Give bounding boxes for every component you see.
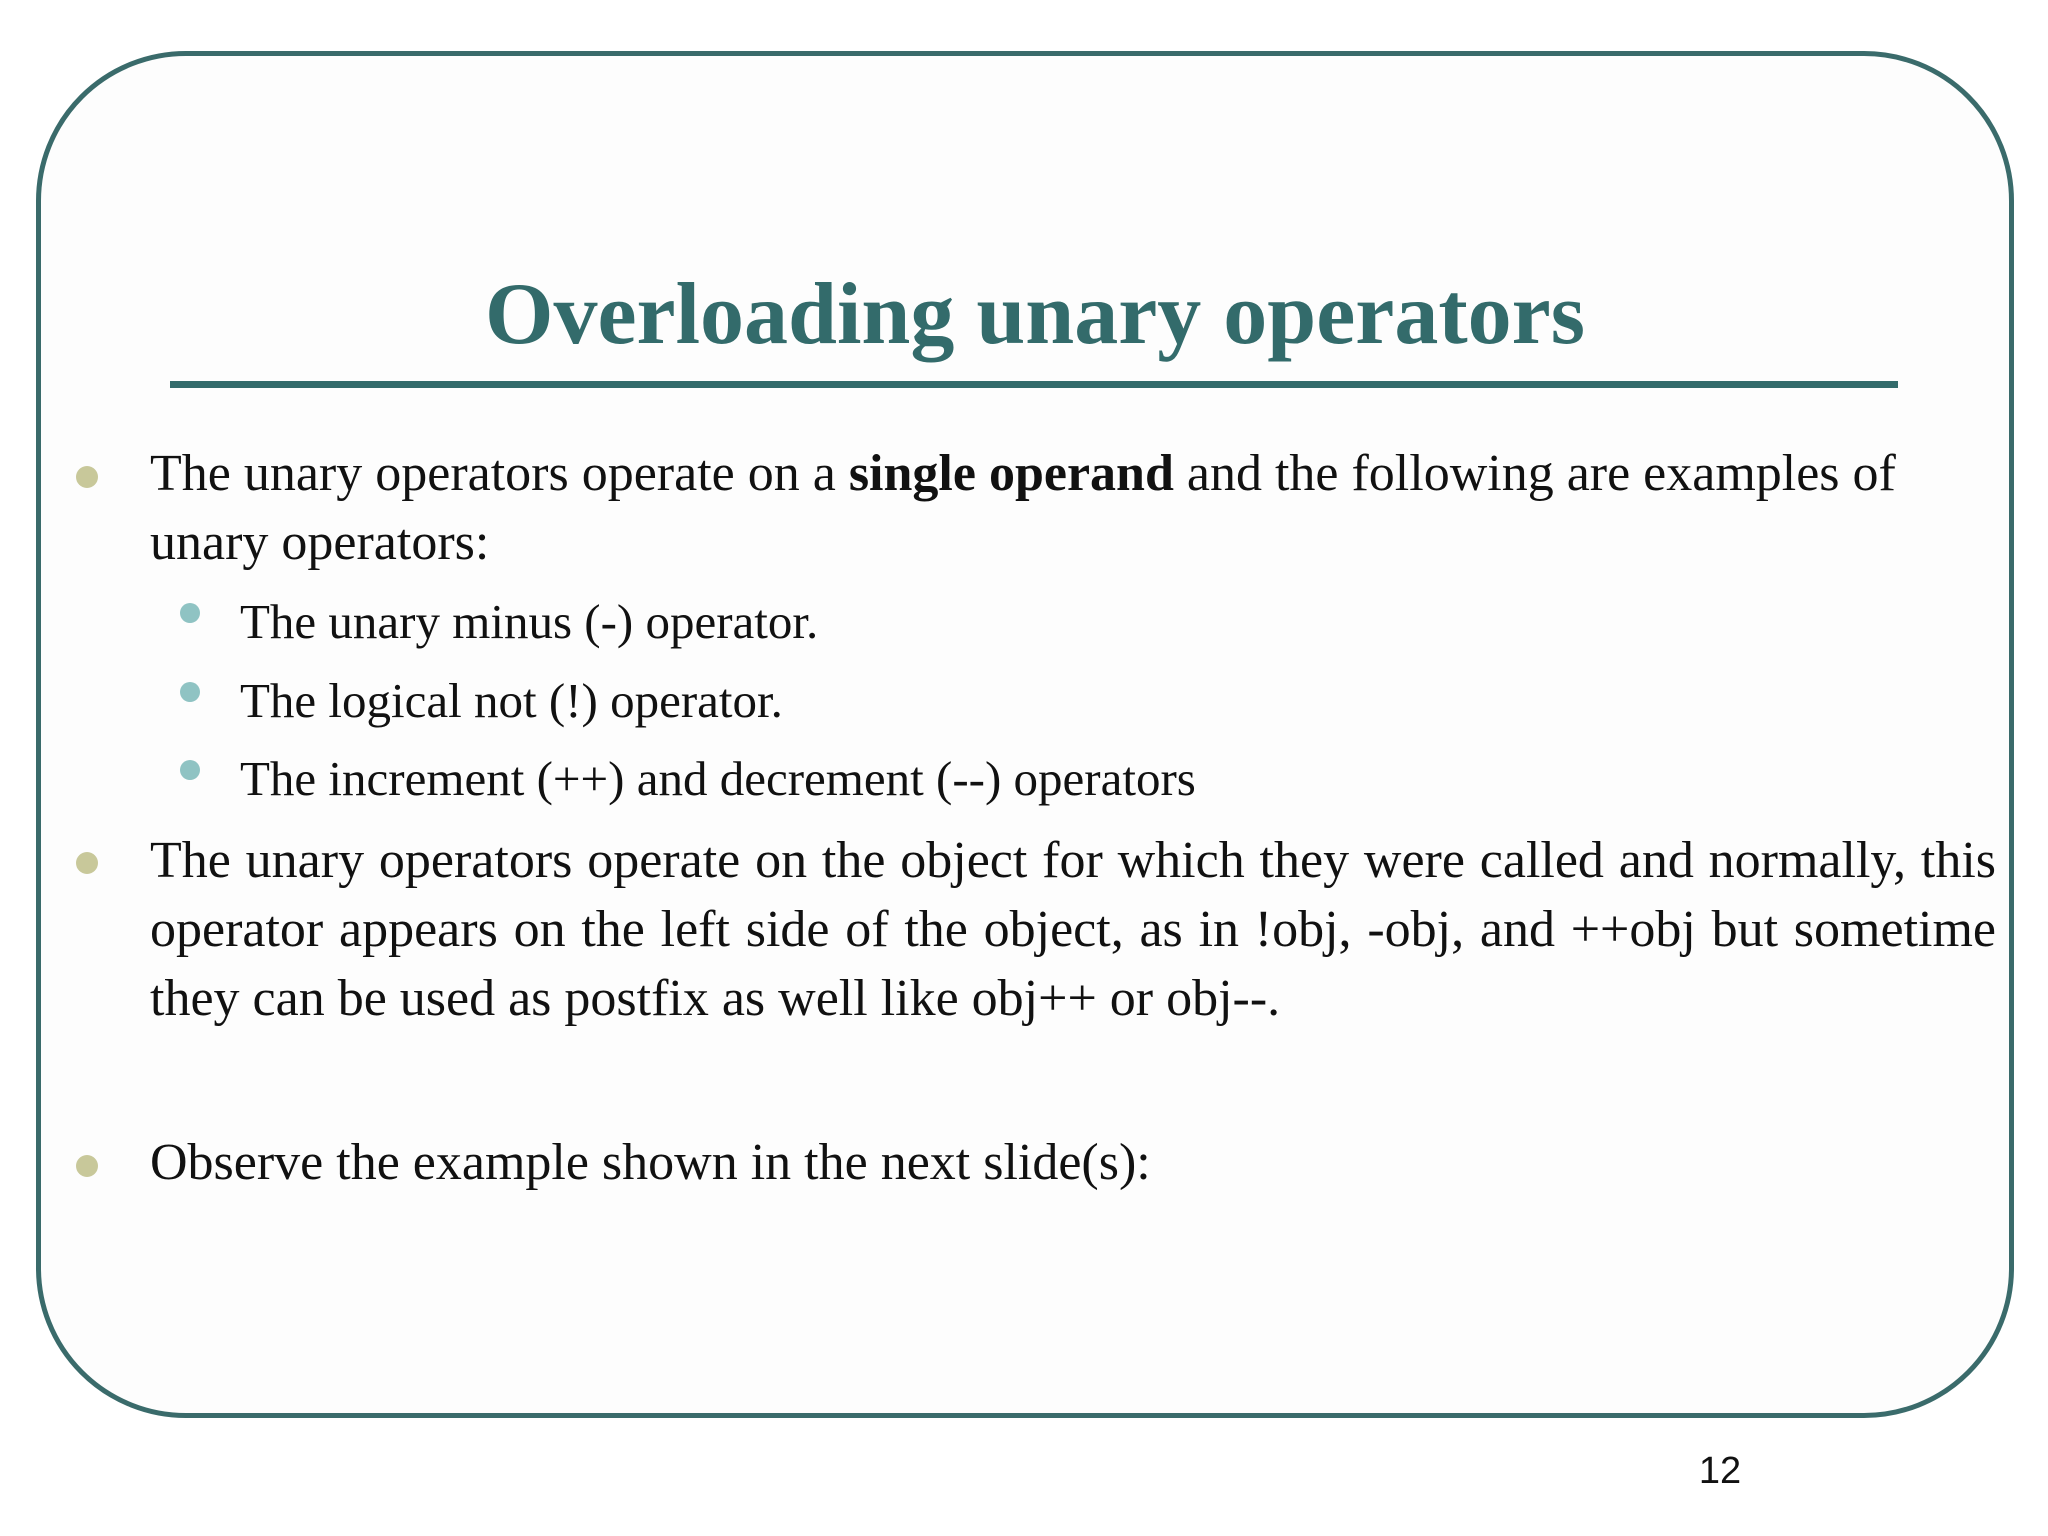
sub-bullet-text-2: The logical not (!) operator. bbox=[240, 673, 783, 728]
bullet-1-bold-text: single operand bbox=[848, 445, 1174, 502]
sub-bullet-dot bbox=[180, 760, 200, 780]
sub-bullet-dot bbox=[180, 603, 200, 623]
sub-bullet-dot bbox=[180, 682, 200, 702]
title-underline bbox=[170, 381, 1898, 388]
bullet-1-text-start: The unary operators operate on a bbox=[150, 445, 849, 502]
sub-bullet-text-1: The unary minus (-) operator. bbox=[240, 594, 819, 649]
bullet-1-text-end: and the following are examples of unary operators: bbox=[150, 445, 1896, 571]
bullet-text-1 bbox=[150, 439, 1996, 577]
bullet-dot bbox=[76, 466, 98, 488]
sub-bullet-text-3: The increment (++) and decrement (--) operators bbox=[240, 751, 1196, 806]
bullet-text-3: Observe the example shown in the next slide(s): bbox=[150, 1134, 1151, 1191]
bullet-dot bbox=[76, 1155, 98, 1177]
bullet-text-2: The unary operators operate on the object for which they were called and normally, this operator appears on the left side of the object, as in !obj, -obj, and ++obj but sometime they can be used as postfix as well like obj++ or obj--. bbox=[150, 832, 1996, 1027]
slide-title: Overloading unary operators bbox=[485, 266, 1585, 363]
bullet-dot bbox=[76, 852, 98, 874]
page-number: 12 bbox=[1698, 1450, 1742, 1492]
